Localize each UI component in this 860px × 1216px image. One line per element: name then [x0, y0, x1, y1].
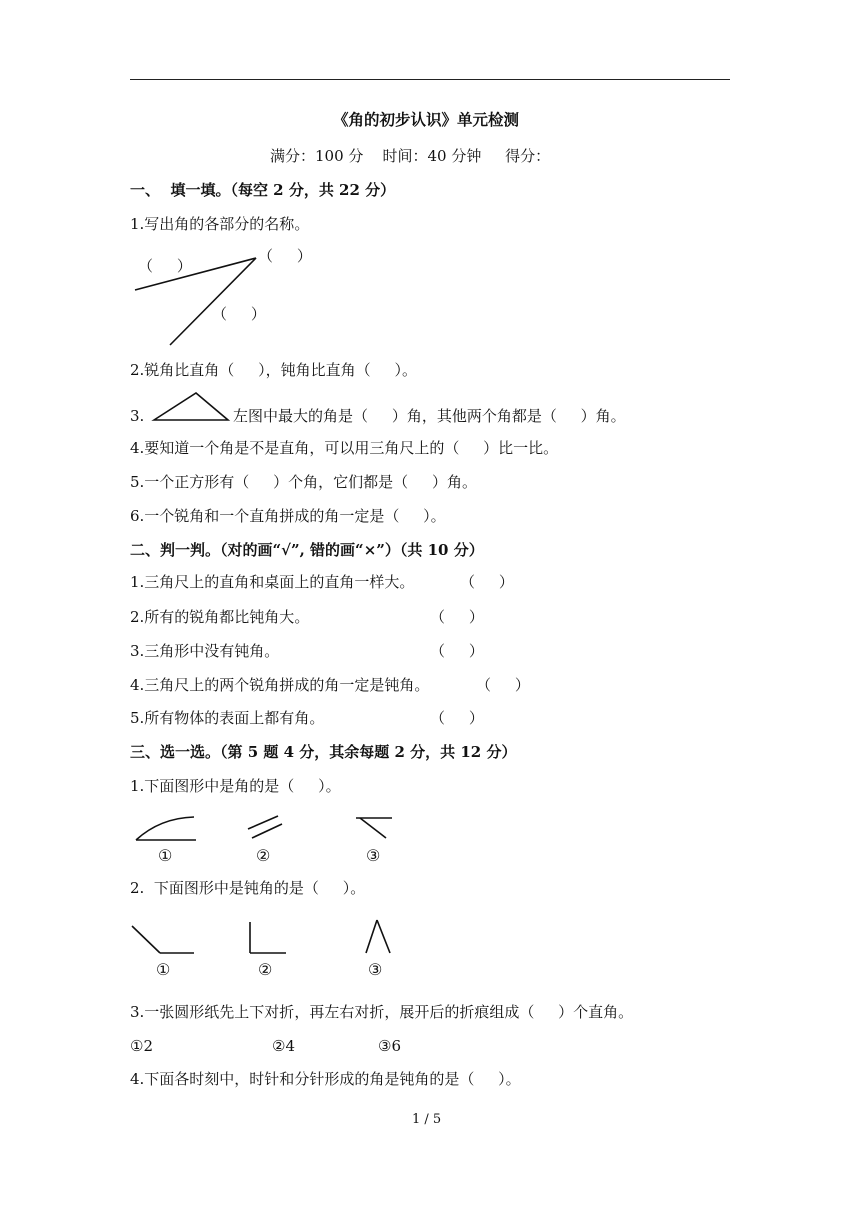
s3-q2-option-1: ① — [156, 960, 171, 979]
s2-item-2-blank: （ ） — [430, 608, 484, 626]
s3-q2-option-2: ② — [258, 960, 273, 979]
header-rule — [130, 79, 730, 80]
s3-q3-option-3: ③6 — [378, 1037, 401, 1055]
section3-heading: 三、选一选。（第 5 题 4 分，其余每题 2 分，共 12 分） — [130, 743, 517, 761]
s1-q6: 6.一个锐角和一个直角拼成的角一定是（ ）。 — [130, 507, 446, 525]
s2-item-3: 3.三角形中没有钝角。 — [130, 642, 280, 660]
s2-item-4: 4.三角尺上的两个锐角拼成的角一定是钝角。 — [130, 676, 430, 694]
s1-q1-blank-side: （ ） — [138, 257, 192, 275]
s1-q1-blank-vertex: （ ） — [258, 247, 312, 265]
s2-item-1: 1.三角尺上的直角和桌面上的直角一样大。 — [130, 573, 415, 591]
s2-item-4-blank: （ ） — [476, 676, 530, 694]
section1-heading: 一、 填一填。（每空 2 分，共 22 分） — [130, 181, 396, 199]
s3-q4: 4.下面各时刻中，时针和分针形成的角是钝角的是（ ）。 — [130, 1070, 521, 1088]
obtuse-triangle-figure — [152, 390, 232, 424]
s2-item-5-blank: （ ） — [430, 709, 484, 727]
s3-q2-figures — [130, 918, 430, 958]
exam-meta: 满分：100 分 时间：40 分钟 得分： — [270, 147, 551, 165]
document-title: 《角的初步认识》单元检测 — [333, 110, 520, 129]
acute-right-line — [377, 920, 390, 953]
curved-side-icon — [136, 817, 194, 840]
s1-q4: 4.要知道一个角是不是直角，可以用三角尺上的（ ）比一比。 — [130, 439, 559, 457]
s3-q1-option-1: ① — [158, 846, 173, 865]
s3-q1-option-2: ② — [256, 846, 271, 865]
s3-q1: 1.下面图形中是角的是（ ）。 — [130, 777, 341, 795]
fig3-slant-line — [360, 818, 386, 838]
s1-q1-blank-side2: （ ） — [212, 305, 266, 323]
fig2-line-upper — [248, 816, 278, 829]
triangle-outline — [154, 393, 228, 420]
s2-item-5: 5.所有物体的表面上都有角。 — [130, 709, 325, 727]
s1-q1: 1.写出角的各部分的名称。 — [130, 215, 310, 233]
s3-q1-option-3: ③ — [366, 846, 381, 865]
page-number: 1 / 5 — [412, 1112, 442, 1127]
s3-q3-option-2: ②4 — [272, 1037, 295, 1055]
s1-q3-number: 3. — [130, 407, 145, 425]
s1-q3: 左图中最大的角是（ ）角，其他两个角都是（ ）角。 — [233, 407, 626, 425]
s2-item-1-blank: （ ） — [460, 573, 514, 591]
section2-heading: 二、判一判。（对的画“√”, 错的画“×”）（共 10 分） — [130, 541, 484, 559]
s3-q2: 2. 下面图形中是钝角的是（ ）。 — [130, 879, 366, 897]
s2-item-3-blank: （ ） — [430, 642, 484, 660]
s3-q2-option-3: ③ — [368, 960, 383, 979]
acute-left-line — [366, 920, 377, 953]
s3-q3-option-1: ①2 — [130, 1037, 153, 1055]
s3-q1-figures — [130, 812, 430, 846]
s1-q5: 5.一个正方形有（ ）个角，它们都是（ ）角。 — [130, 473, 477, 491]
obtuse-slant-line — [132, 926, 160, 953]
s2-item-2: 2.所有的锐角都比钝角大。 — [130, 608, 310, 626]
s1-q2: 2.锐角比直角（ ），钝角比直角（ ）。 — [130, 361, 417, 379]
s3-q3: 3.一张圆形纸先上下对折，再左右对折，展开后的折痕组成（ ）个直角。 — [130, 1003, 634, 1021]
